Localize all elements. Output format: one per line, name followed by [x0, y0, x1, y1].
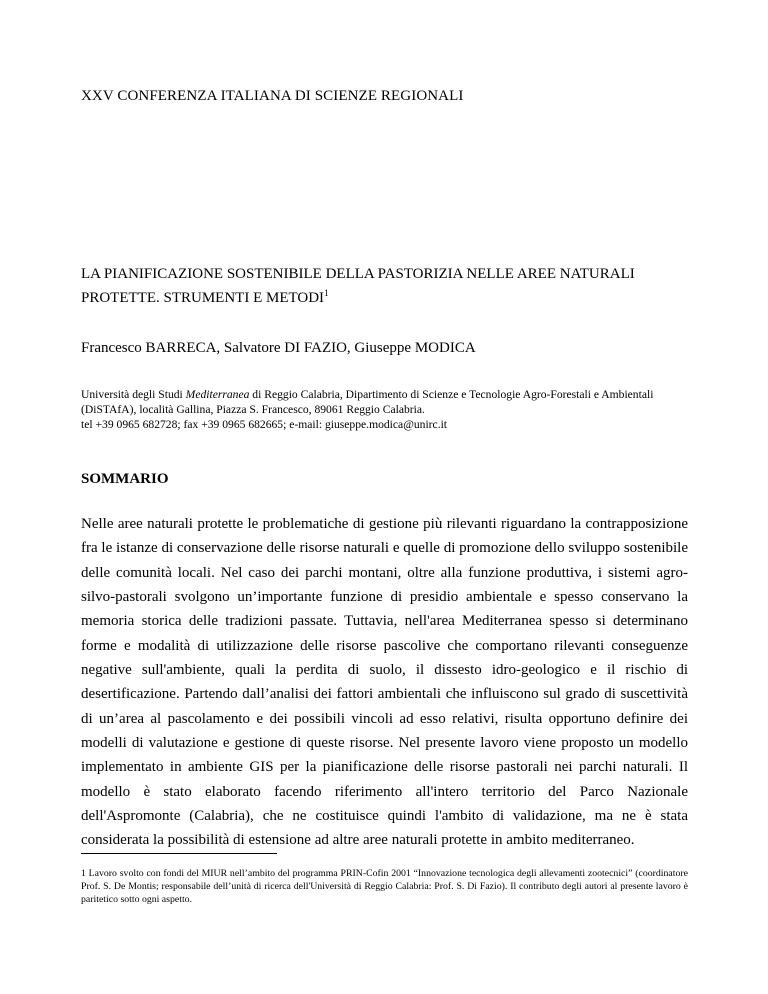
affiliation-university: Università degli Studi: [81, 388, 186, 401]
affiliation: [81, 387, 701, 432]
affiliation-contact: tel +39 0965 682728; fax +39 0965 682665; e-mail: giuseppe.modica@unirc.it: [81, 418, 448, 431]
conference-title: XXV CONFERENZA ITALIANA DI SCIENZE REGIONALI: [81, 88, 464, 104]
affiliation-university-italic: Mediterranea: [185, 388, 250, 401]
abstract-paragraph: Nelle aree naturali protette le problematiche di gestione più rilevanti riguardano la contrapposizione fra le istanze di conservazione delle risorse naturali e quelle di promozione dello sviluppo sostenibile delle comunità locali. Nel caso dei parchi montani, oltre alla funzione produttiva, i sistemi agro-silvo-pastorali svolgono un’importante funzione di presidio ambientale e spesso conservano la memoria storica delle tradizioni passate. Tuttavia, nell'area Mediterranea spesso si determinano forme e modalità di utilizzazione delle risorse pascolive che comportano rilevanti conseguenze negative sull'ambiente, quali la perdita di suolo, il dissesto idro-geologico e il rischio di desertificazione. Partendo dall’analisi dei fattori ambientali che influiscono sul grado di suscettività di un’area al pascolamento e dei possibili vincoli ad esso relativi, risulta opportuno definire dei modelli di valutazione e gestione di queste risorse. Nel presente lavoro viene proposto un modello implementato in ambiente GIS per la pianificazione delle risorse pastorali nei parchi naturali. Il modello è stato elaborato facendo riferimento all'intero territorio del Parco Nazionale dell'Aspromonte (Calabria), che ne costituisce quindi l'ambito di validazione, ma ne è stata considerata la possibilità di estensione ad altre aree naturali protette in ambito mediterraneo.: [81, 516, 688, 849]
footnote-marker: 1: [324, 288, 329, 298]
footnote-text: 1 Lavoro svolto con fondi del MIUR nell’ambito del programma PRIN-Cofin 2001 “Innovazione tecnologica degli allevamenti zootecnici” (coordinatore Prof. S. De Montis; responsabile dell’unità di ricerca dell'Università di Reggio Calabria: Prof. S. Di Fazio). Il contributo degli autori al presente lavoro è paritetico sotto ogni aspetto.: [81, 868, 688, 905]
paper-title-text: LA PIANIFICAZIONE SOSTENIBILE DELLA PASTORIZIA NELLE AREE NATURALI PROTETTE. STRUMENTI E METODI: [81, 266, 635, 306]
footnote-divider: [81, 853, 277, 854]
section-heading: SOMMARIO: [81, 471, 169, 487]
authors: Francesco BARRECA, Salvatore DI FAZIO, Giuseppe MODICA: [81, 340, 476, 356]
affiliation-department: di Reggio Calabria, Dipartimento di Scienze e Tecnologie Agro-Forestali e Ambientali (DiSTAfA), località Gallina, Piazza S. Francesco, 89061 Reggio Calabria.: [81, 388, 654, 416]
paper-title: [81, 262, 701, 310]
